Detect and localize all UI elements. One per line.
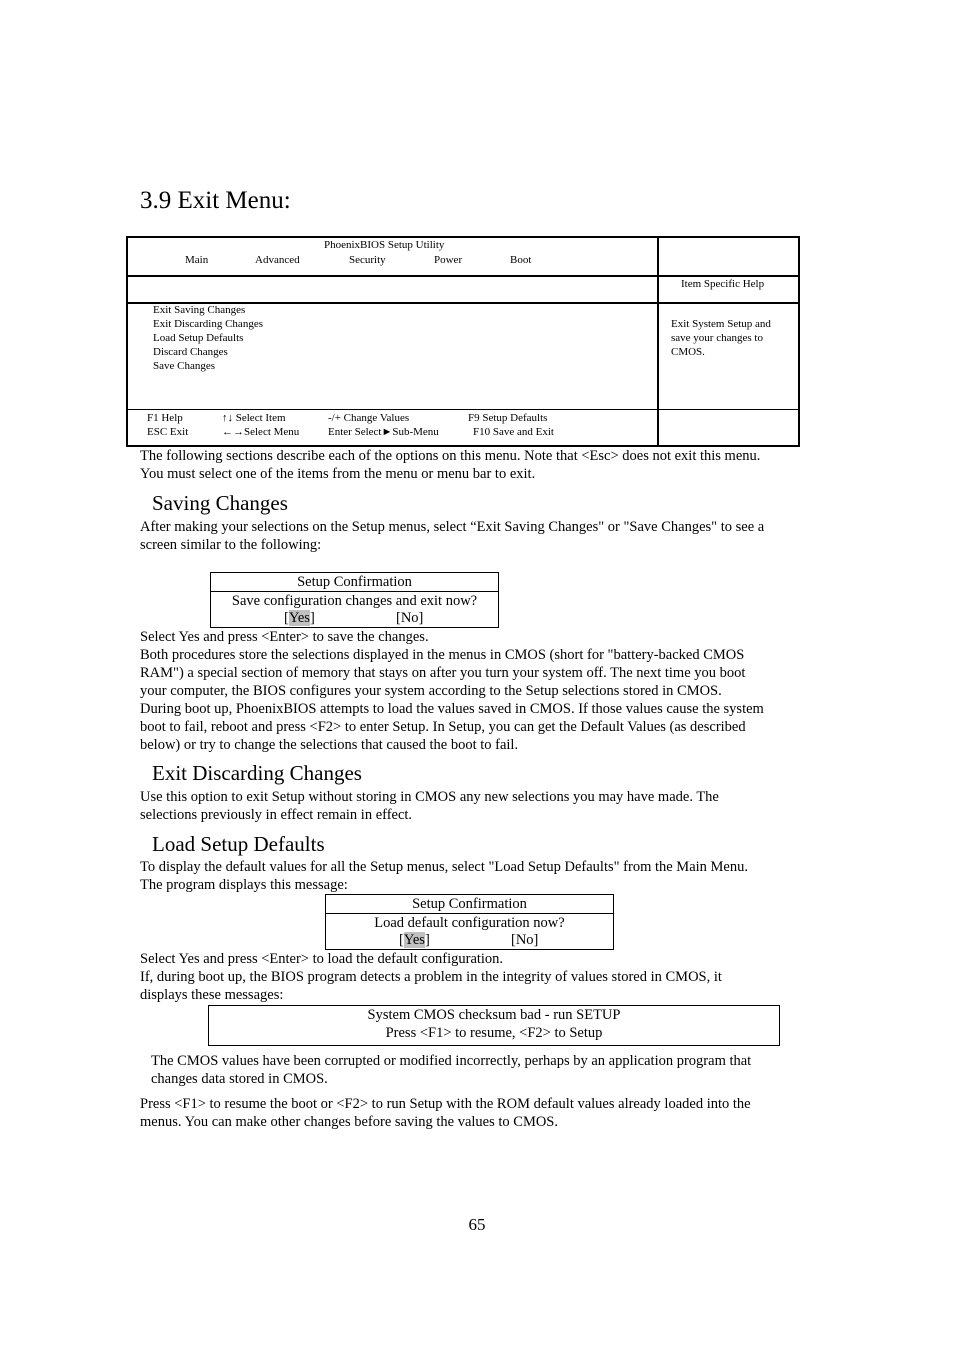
text-line: Select Yes and press <Enter> to load the default configuration. [140,951,504,967]
page-number: 65 [468,1215,486,1234]
help-column-divider [657,238,659,445]
footer-f10-save-exit: F10 Save and Exit [473,426,554,438]
cmos-message-line: System CMOS checksum bad - run SETUP [367,1007,621,1023]
save-confirmation-dialog [210,572,499,628]
text-line: After making your selections on the Setup menus, select “Exit Saving Changes" or "Save Changes" to see a [140,519,765,535]
bracket: ] [424,932,430,948]
text-line: Press <F1> to resume the boot or <F2> to run Setup with the ROM default values already loaded into the [140,1096,751,1112]
dialog-message: Load default configuration now? [374,915,565,931]
menu-boot: Boot [510,254,532,266]
dialog-title: Setup Confirmation [412,896,527,912]
text-line: To display the default values for all the Setup menus, select "Load Setup Defaults" from the Main Menu. [140,859,748,875]
bios-item: Save Changes [153,360,216,372]
yes-label: Yes [288,610,310,626]
dialog-title: Setup Confirmation [297,574,412,590]
text-line: The CMOS values have been corrupted or modified incorrectly, perhaps by an application program that [151,1053,752,1069]
menu-main: Main [185,254,209,266]
text-line: your computer, the BIOS configures your system according to the Setup selections stored in CMOS. [140,683,722,699]
text-line: The following sections describe each of the options on this menu. Note that <Esc> does not exit this menu. [140,448,761,464]
yes-label: Yes [403,932,425,948]
bios-title: PhoenixBIOS Setup Utility [324,239,445,251]
no-option: [No] [396,610,424,626]
help-text-line: Exit System Setup and [671,318,771,330]
footer-select-menu: ←→Select Menu [222,426,300,438]
item-help-header: Item Specific Help [681,278,765,290]
load-defaults-details [140,950,820,1004]
cmos-message-line: Press <F1> to resume, <F2> to Setup [385,1025,603,1041]
text-line: RAM") a special section of memory that stays on after you turn your system off. The next time you boot [140,665,746,681]
text-line: During boot up, PhoenixBIOS attempts to load the values saved in CMOS. If those values cause the system [140,701,764,717]
footer-f1-help: F1 Help [147,412,183,424]
dialog-message: Save configuration changes and exit now? [231,593,478,609]
text-line: Both procedures store the selections displayed in the menus in CMOS (short for "battery-backed CMOS [140,647,745,663]
text-line: displays these messages: [140,987,284,1003]
section-heading: 3.9 Exit Menu: [140,187,291,214]
help-text-line: save your changes to [671,332,763,344]
text-line: The program displays this message: [140,877,348,893]
bios-item: Discard Changes [153,346,228,358]
footer-divider [128,409,798,410]
exit-discarding-heading: Exit Discarding Changes [152,761,362,785]
bios-item: Exit Discarding Changes [153,318,263,330]
text-line: changes data stored in CMOS. [151,1071,328,1087]
text-line: menus. You can make other changes before saving the values to CMOS. [140,1114,559,1130]
cmos-checksum-message [208,1005,780,1046]
load-defaults-heading: Load Setup Defaults [152,832,325,856]
footer-change-values: -/+ Change Values [328,412,410,424]
menu-security: Security [349,254,386,266]
text-line: screen similar to the following: [140,537,322,553]
bios-exit-menu-figure [126,236,800,447]
yes-option [399,932,430,949]
footer-enter-select: Enter Select►Sub-Menu [328,426,439,438]
defaults-confirmation-dialog [325,894,614,950]
bracket: [ [399,932,404,948]
bios-item: Load Setup Defaults [153,332,244,344]
bracket: [ [284,610,289,626]
text-line: below) or try to change the selections that caused the boot to fail. [140,737,519,753]
exit-discarding-paragraph [140,788,820,824]
footer-esc-exit: ESC Exit [147,426,189,438]
yes-option [284,610,315,627]
text-line: selections previously in effect remain in effect. [140,807,413,823]
footer-f9-defaults: F9 Setup Defaults [468,412,548,424]
saving-changes-heading: Saving Changes [152,491,288,515]
cmos-note-paragraph [151,1052,821,1088]
text-line: boot to fail, reboot and press <F2> to enter Setup. In Setup, you can get the Default Values (as described [140,719,746,735]
text-line: Use this option to exit Setup without storing in CMOS any new selections you may have made. The [140,789,719,805]
menu-advanced: Advanced [255,254,300,266]
saving-changes-paragraph [140,518,820,554]
no-option: [No] [511,932,539,948]
menu-power: Power [434,254,463,266]
bios-item: Exit Saving Changes [153,304,246,316]
saving-changes-details [140,628,820,754]
footer-select-item: ↑↓ Select Item [222,412,286,424]
text-line: You must select one of the items from the menu or menu bar to exit. [140,466,536,482]
final-paragraph [140,1095,820,1131]
help-text-line: CMOS. [671,346,705,358]
intro-paragraph [140,447,820,483]
text-line: Select Yes and press <Enter> to save the changes. [140,629,429,645]
text-line: If, during boot up, the BIOS program detects a problem in the integrity of values stored in CMOS, it [140,969,722,985]
load-defaults-paragraph [140,858,820,894]
bracket: ] [309,610,315,626]
